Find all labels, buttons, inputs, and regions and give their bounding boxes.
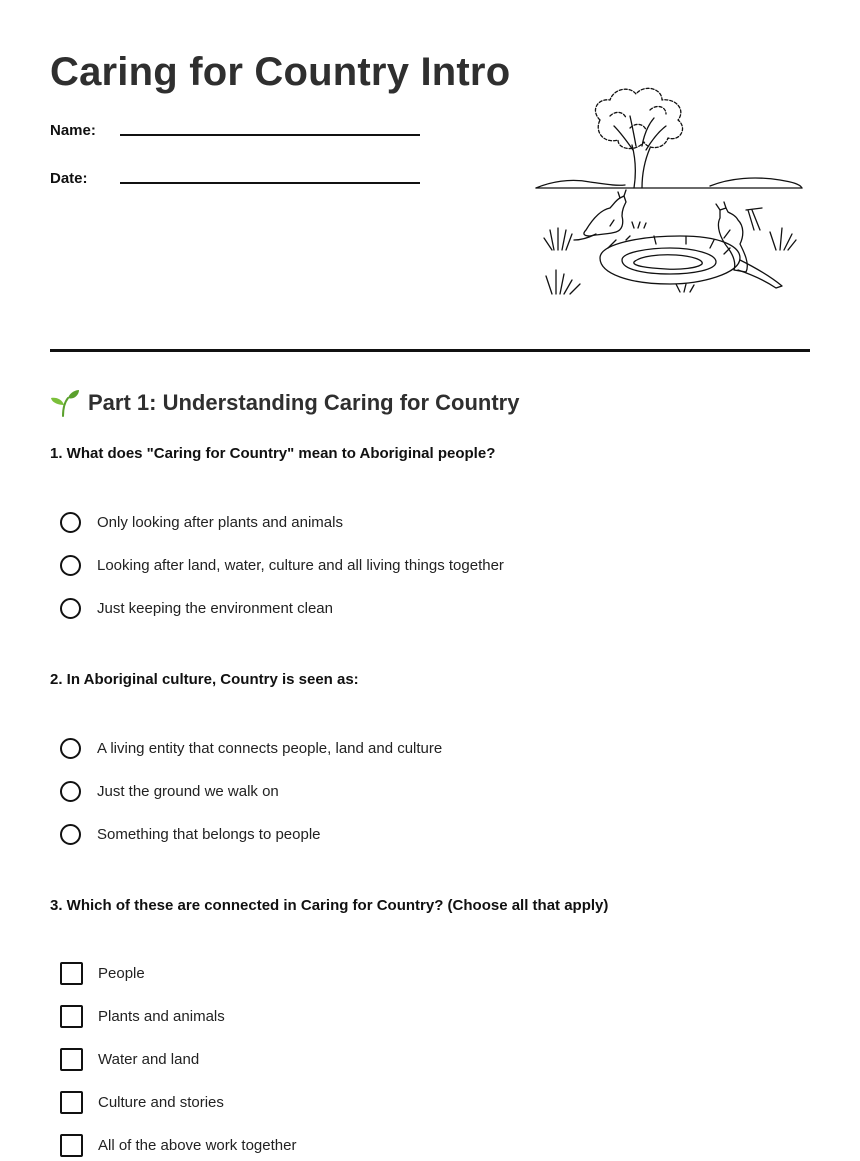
q1-option-1[interactable] xyxy=(60,509,343,535)
checkbox[interactable] xyxy=(60,1091,83,1114)
option-label: Looking after land, water, culture and all living things together xyxy=(97,556,504,574)
q2-option-1[interactable] xyxy=(60,735,442,761)
radio-button[interactable] xyxy=(60,598,81,619)
name-input-line[interactable] xyxy=(120,134,420,136)
section-title: Part 1: Understanding Caring for Country xyxy=(88,390,520,415)
q2-option-2[interactable] xyxy=(60,778,279,804)
option-label: Something that belongs to people xyxy=(97,825,321,843)
q2-option-3[interactable] xyxy=(60,821,321,847)
date-input-line[interactable] xyxy=(120,182,420,184)
sprout-icon xyxy=(50,389,80,417)
option-label: Just keeping the environment clean xyxy=(97,599,333,617)
q3-option-5[interactable] xyxy=(60,1132,296,1158)
section-heading xyxy=(50,389,519,417)
option-label: A living entity that connects people, land and culture xyxy=(97,739,443,757)
q3-option-1[interactable] xyxy=(60,960,145,986)
date-label: Date: xyxy=(50,170,88,187)
option-label: Water and land xyxy=(98,1050,200,1068)
q3-option-4[interactable] xyxy=(60,1089,224,1115)
option-label: Just the ground we walk on xyxy=(97,782,279,800)
option-label: Plants and animals xyxy=(98,1007,225,1025)
q3-option-2[interactable] xyxy=(60,1003,225,1029)
checkbox[interactable] xyxy=(60,1048,83,1071)
radio-button[interactable] xyxy=(60,555,81,576)
option-label: All of the above work together xyxy=(98,1136,297,1154)
option-label: Only looking after plants and animals xyxy=(97,513,343,531)
q1-option-3[interactable] xyxy=(60,595,333,621)
radio-button[interactable] xyxy=(60,738,81,759)
checkbox[interactable] xyxy=(60,1134,83,1157)
question-3-text: 3. Which of these are connected in Caring for Country? (Choose all that apply) xyxy=(50,897,609,914)
q3-option-3[interactable] xyxy=(60,1046,199,1072)
outback-waterhole-kangaroos-illustration xyxy=(530,80,810,300)
question-2-text: 2. In Aboriginal culture, Country is seen as: xyxy=(50,671,359,688)
name-label: Name: xyxy=(50,122,96,139)
section-divider xyxy=(50,349,810,352)
radio-button[interactable] xyxy=(60,781,81,802)
q1-option-2[interactable] xyxy=(60,552,504,578)
radio-button[interactable] xyxy=(60,824,81,845)
option-label: People xyxy=(98,964,145,982)
checkbox[interactable] xyxy=(60,962,83,985)
radio-button[interactable] xyxy=(60,512,81,533)
question-1-text: 1. What does "Caring for Country" mean to Aboriginal people? xyxy=(50,445,496,462)
checkbox[interactable] xyxy=(60,1005,83,1028)
page-title: Caring for Country Intro xyxy=(50,50,511,94)
option-label: Culture and stories xyxy=(98,1093,224,1111)
